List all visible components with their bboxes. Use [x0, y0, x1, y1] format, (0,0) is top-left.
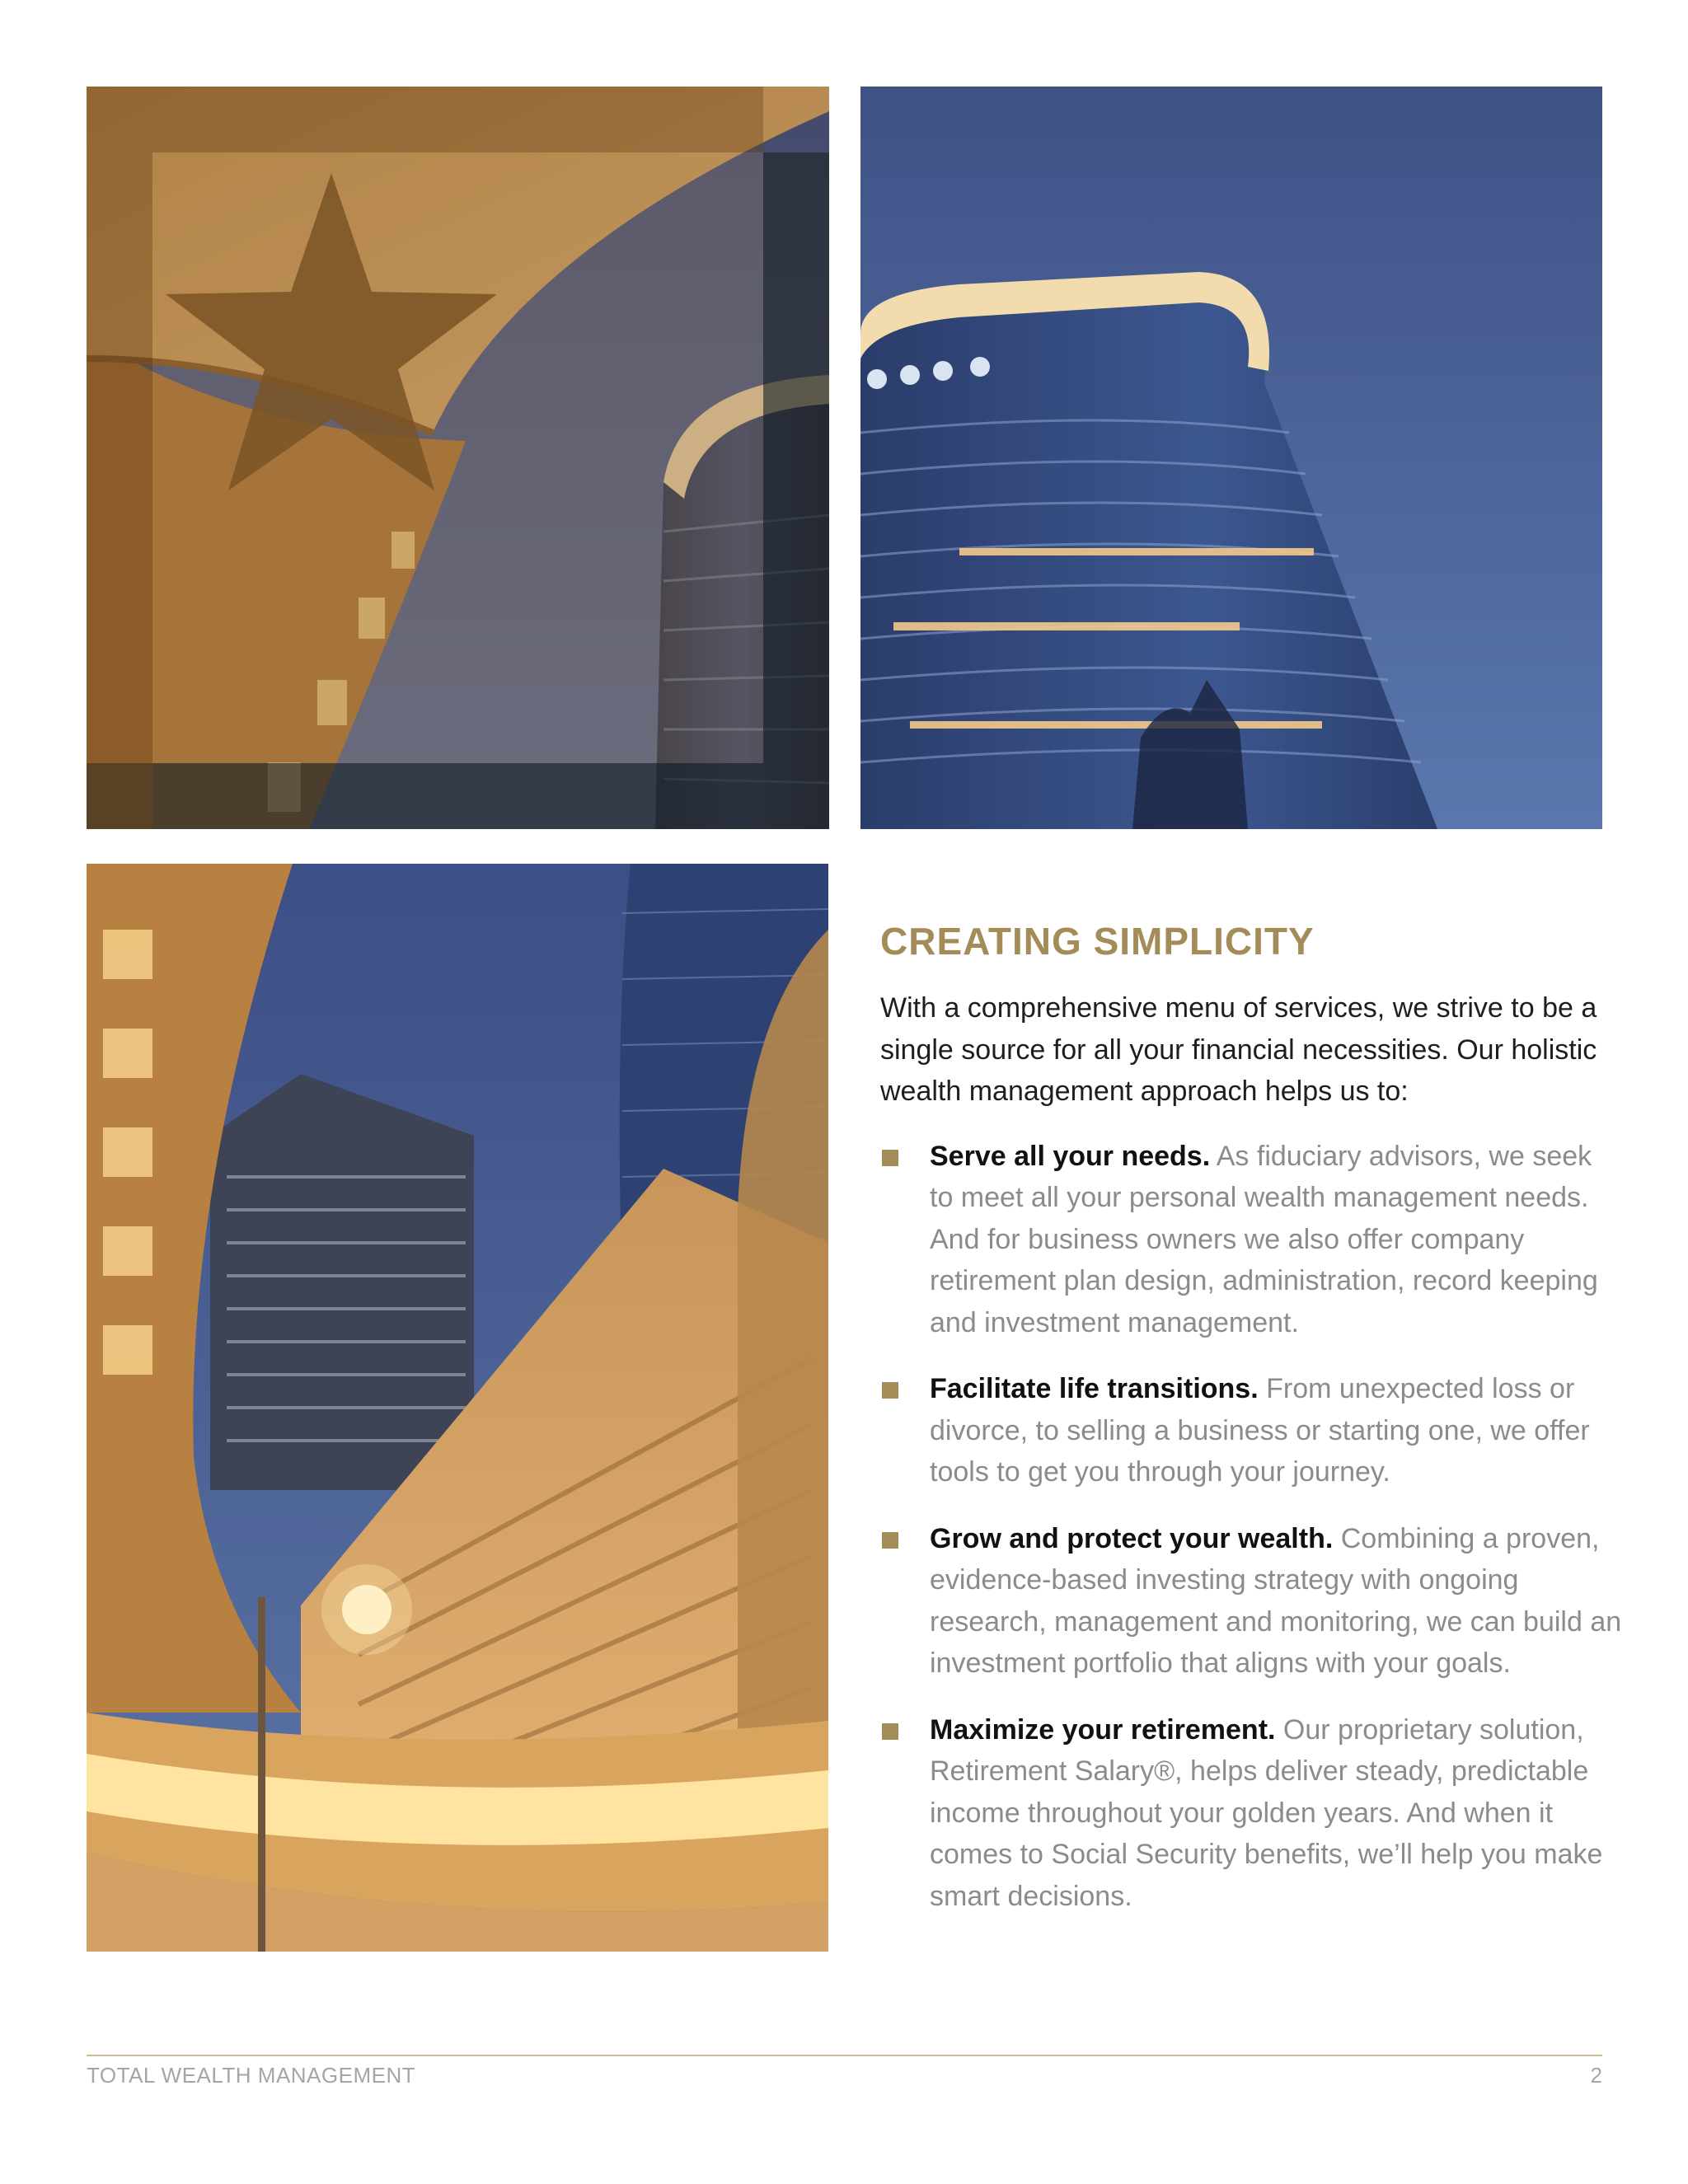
bullet-text: As fiduciary advisors, we seek to meet all your personal wealth management needs. And for business owners we also offer company retirement plan design, administration, record keeping and investment management. [930, 1140, 1598, 1338]
bullet-square-icon [882, 1150, 898, 1166]
photo-top-left [87, 87, 829, 829]
photo-top-right [860, 87, 1602, 829]
content-panel [880, 916, 1622, 1942]
bullet-text: Our proprietary solution, Retirement Salary®, helps deliver steady, predictable income throughout your golden years. And when it comes to Social Security benefits, we’ll help you make smart decisions. [930, 1713, 1603, 1912]
footer-divider [87, 2055, 1602, 2056]
bullet-square-icon [882, 1723, 898, 1740]
bullet-text: Combining a proven, evidence-based investing strategy with ongoing research, management and monitoring, we can build an investment portfolio that aligns with your goals. [930, 1522, 1622, 1679]
intro-paragraph: With a comprehensive menu of services, we strive to be a single source for all your financial necessities. Our holistic wealth management approach helps us to: [880, 992, 1597, 1107]
bullet-life-transitions [880, 1368, 1622, 1493]
service-bullet-list [880, 1136, 1622, 1918]
page-number: 2 [1590, 2063, 1602, 2088]
bullet-lead: Serve all your needs. [930, 1140, 1211, 1172]
footer-title: TOTAL WEALTH MANAGEMENT [87, 2063, 416, 2088]
bullet-lead: Maximize your retirement. [930, 1713, 1276, 1746]
bullet-lead: Grow and protect your wealth. [930, 1522, 1334, 1554]
bullet-text: From unexpected loss or divorce, to selling a business or starting one, we offer tools to get you through your journey. [930, 1373, 1590, 1488]
bullet-grow-wealth [880, 1518, 1622, 1685]
bullet-square-icon [882, 1532, 898, 1549]
bullet-lead: Facilitate life transitions. [930, 1373, 1259, 1404]
page-heading: CREATING SIMPLICITY [880, 920, 1315, 963]
bullet-serve-needs [880, 1136, 1622, 1344]
photo-bottom-left [87, 864, 828, 1952]
bullet-square-icon [882, 1382, 898, 1399]
bullet-retirement [880, 1709, 1622, 1918]
